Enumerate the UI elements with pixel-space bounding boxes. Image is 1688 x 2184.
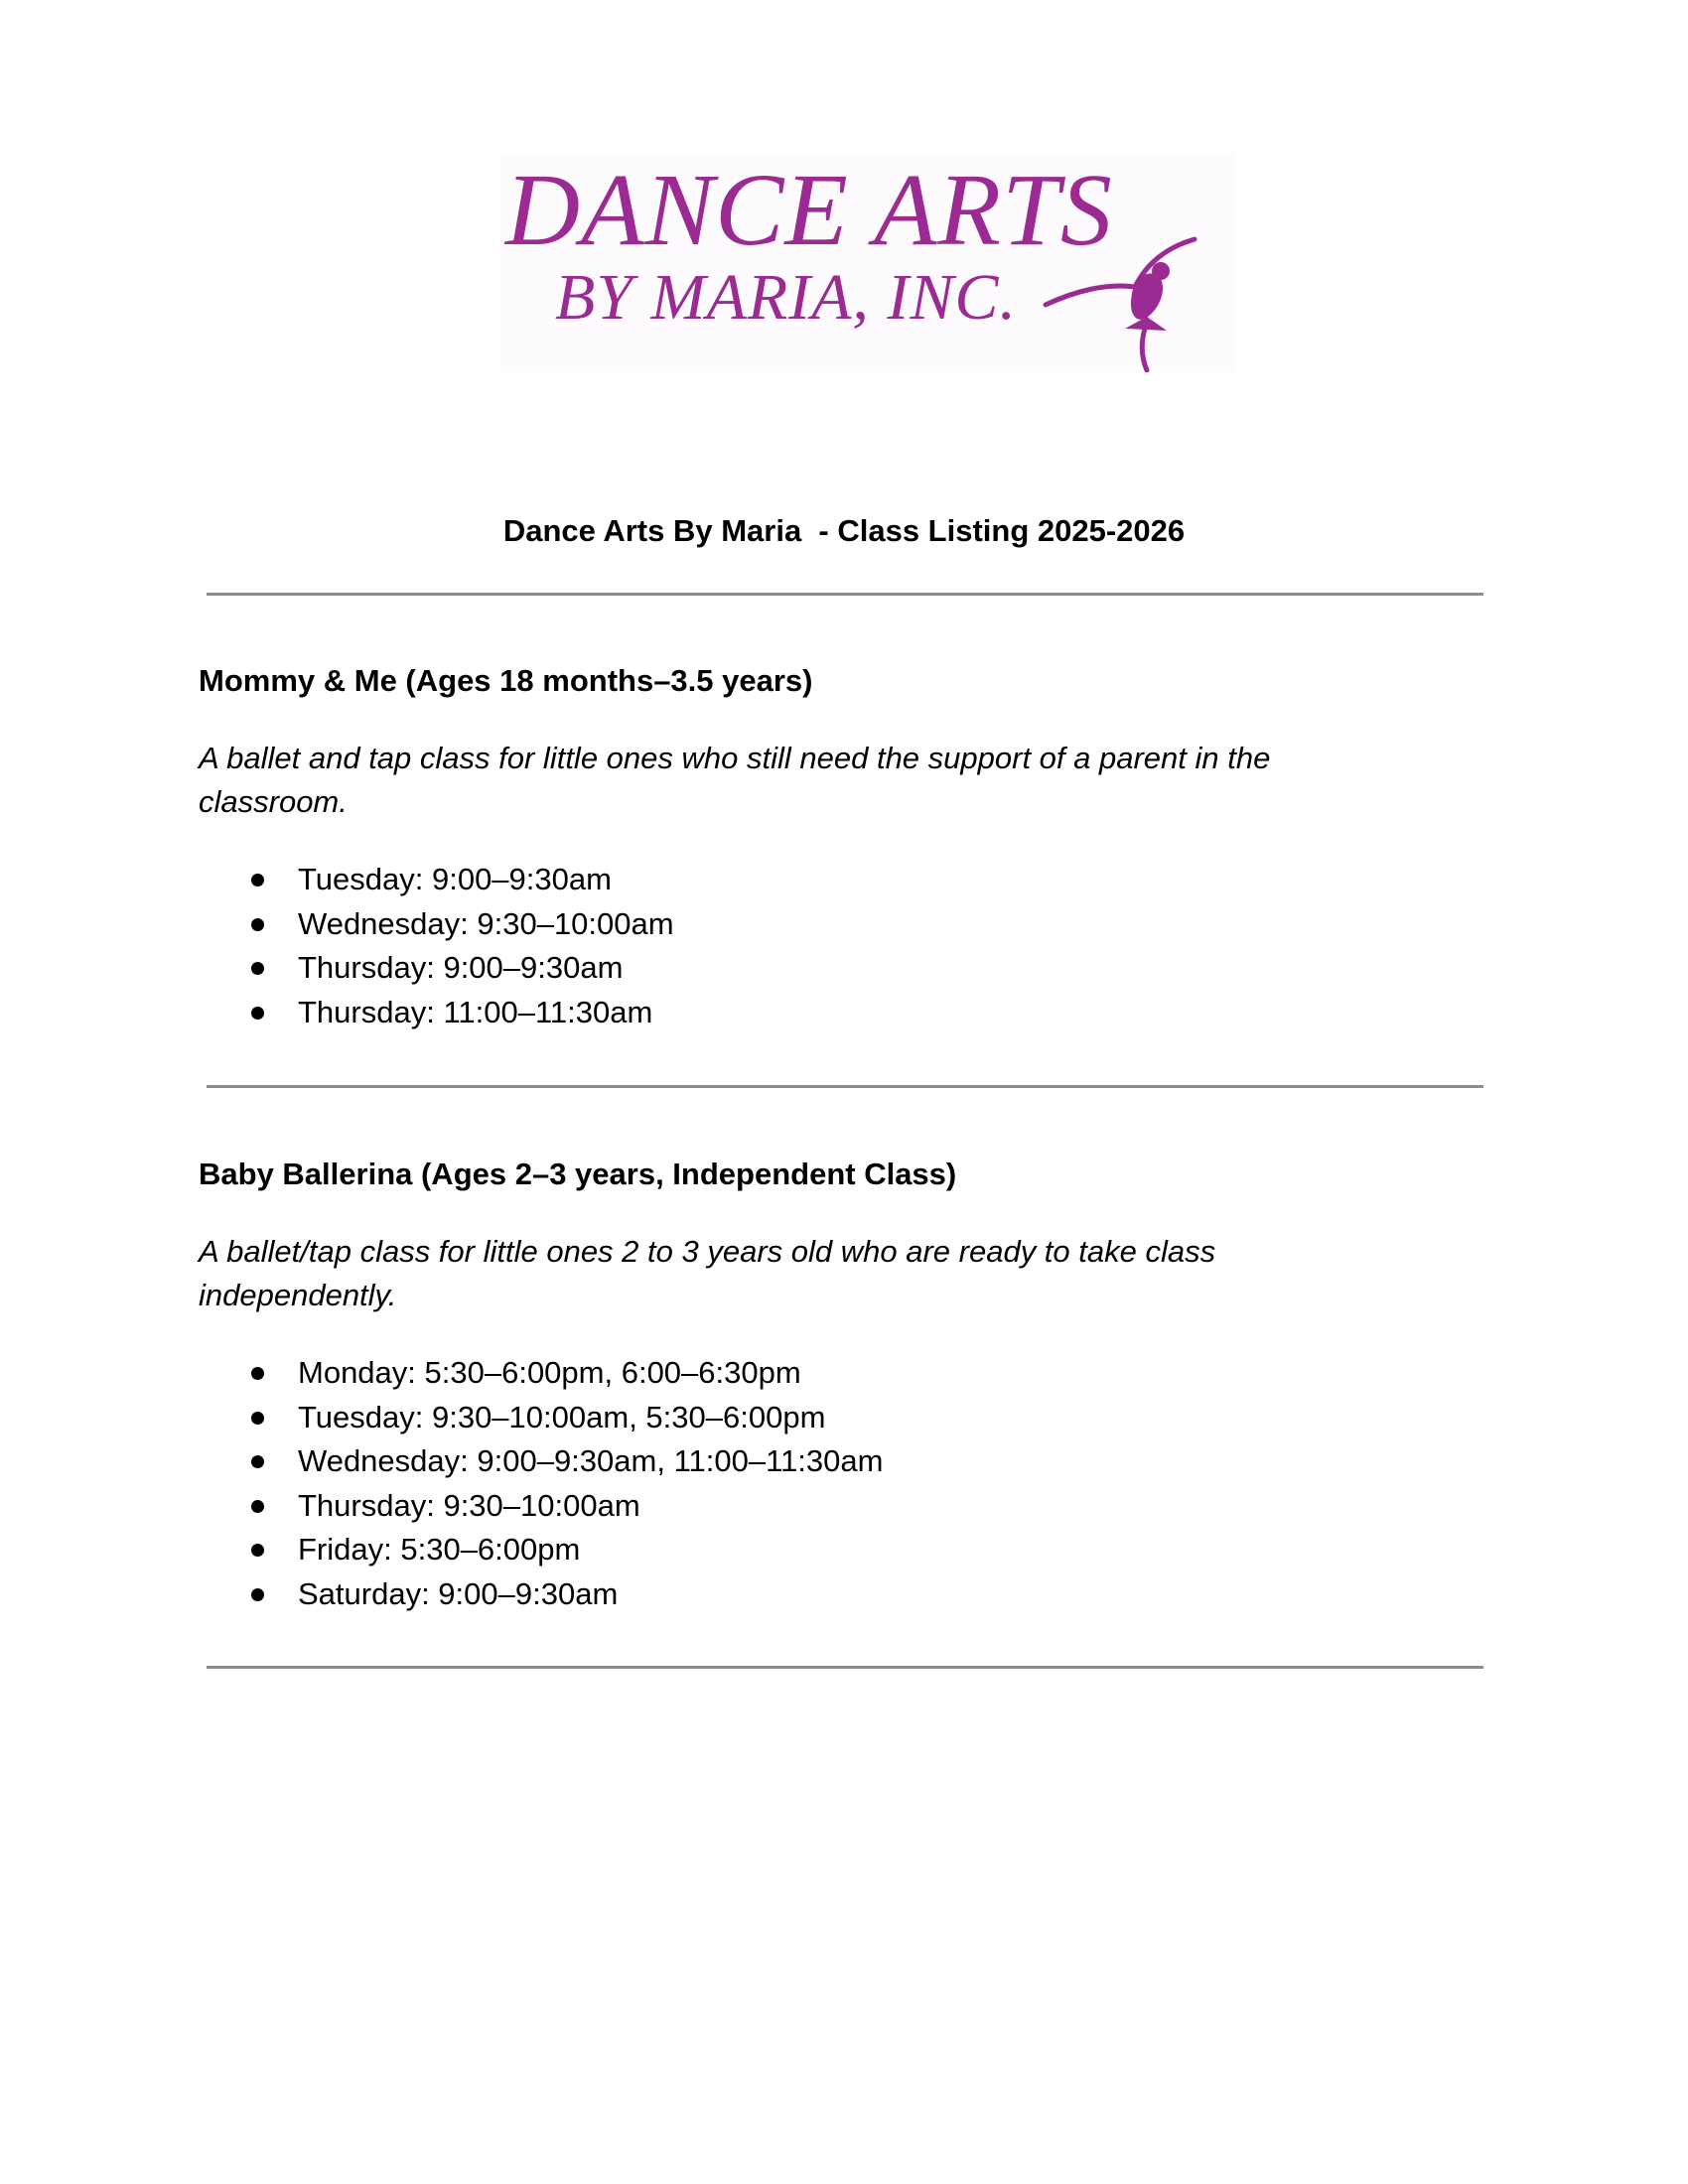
bullet-icon bbox=[251, 1367, 264, 1380]
bullet-icon bbox=[251, 918, 264, 931]
horizontal-divider bbox=[207, 1085, 1483, 1088]
schedule-item-text: Wednesday: 9:30–10:00am bbox=[298, 905, 674, 941]
bullet-icon bbox=[251, 1412, 264, 1425]
bullet-icon bbox=[251, 1588, 264, 1601]
bullet-icon bbox=[251, 874, 264, 887]
schedule-item bbox=[199, 1439, 1489, 1484]
section-heading: Mommy & Me (Ages 18 months–3.5 years) bbox=[199, 663, 813, 698]
company-logo bbox=[499, 154, 1236, 372]
class-section-baby-ballerina bbox=[199, 1155, 1489, 1616]
document-title: Dance Arts By Maria - Class Listing 2025-2026 bbox=[502, 513, 1186, 548]
schedule-item bbox=[199, 1528, 1489, 1572]
bullet-icon bbox=[251, 1455, 264, 1468]
schedule-item bbox=[199, 1572, 1489, 1617]
schedule-item bbox=[199, 858, 1489, 902]
schedule-item-text: Saturday: 9:00–9:30am bbox=[298, 1575, 619, 1611]
schedule-item bbox=[199, 1396, 1489, 1440]
schedule-item-text: Thursday: 9:00–9:30am bbox=[298, 950, 624, 985]
section-heading: Baby Ballerina (Ages 2–3 years, Independent Class) bbox=[199, 1157, 957, 1191]
schedule-item bbox=[199, 991, 1489, 1035]
bullet-icon bbox=[251, 1007, 264, 1020]
schedule-item-text: Thursday: 9:30–10:00am bbox=[298, 1487, 640, 1523]
schedule-list bbox=[199, 1351, 1489, 1616]
schedule-item-text: Monday: 5:30–6:00pm, 6:00–6:30pm bbox=[298, 1355, 801, 1390]
ballerina-silhouette-icon bbox=[1036, 233, 1214, 372]
schedule-item bbox=[199, 1484, 1489, 1529]
section-description: A ballet/tap class for little ones 2 to 3 years old who are ready to take class independently. bbox=[199, 1234, 1216, 1312]
schedule-item bbox=[199, 902, 1489, 947]
logo-wordmark-line2: BY MARIA, INC. bbox=[555, 261, 1017, 334]
horizontal-divider bbox=[207, 1666, 1483, 1669]
schedule-item-text: Wednesday: 9:00–9:30am, 11:00–11:30am bbox=[298, 1443, 884, 1478]
horizontal-divider bbox=[207, 593, 1483, 596]
schedule-item-text: Tuesday: 9:00–9:30am bbox=[298, 862, 612, 896]
logo-wordmark-line1: DANCE ARTS bbox=[505, 153, 1113, 267]
section-description: A ballet and tap class for little ones who still need the support of a parent in the classroom. bbox=[199, 741, 1271, 819]
schedule-item-text: Thursday: 11:00–11:30am bbox=[298, 994, 653, 1029]
schedule-list bbox=[199, 858, 1489, 1034]
class-section-mommy-and-me bbox=[199, 661, 1489, 1034]
bullet-icon bbox=[251, 1544, 264, 1557]
schedule-item-text: Tuesday: 9:30–10:00am, 5:30–6:00pm bbox=[298, 1399, 826, 1434]
schedule-item bbox=[199, 1351, 1489, 1396]
bullet-icon bbox=[251, 1500, 264, 1513]
bullet-icon bbox=[251, 962, 264, 975]
schedule-item bbox=[199, 946, 1489, 991]
schedule-item-text: Friday: 5:30–6:00pm bbox=[298, 1532, 581, 1567]
